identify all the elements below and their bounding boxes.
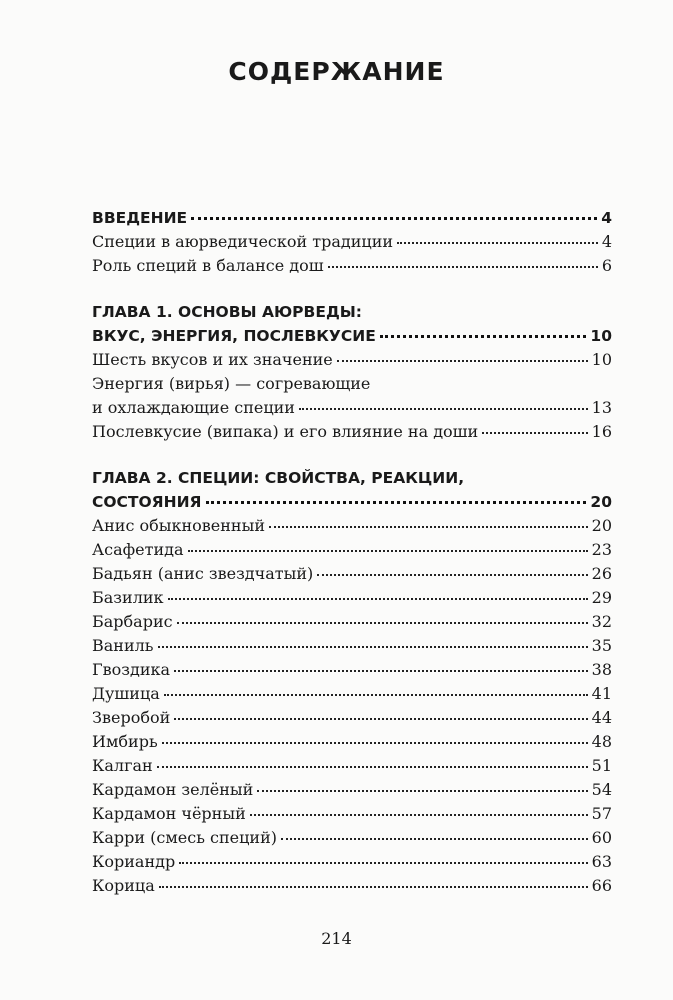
- dot-leader: [482, 432, 587, 434]
- dot-leader: [317, 574, 587, 576]
- toc-entry[interactable]: [92, 254, 612, 278]
- toc-entry[interactable]: [92, 514, 612, 538]
- toc-entry-label: Анис обыкновенный: [92, 516, 265, 535]
- toc-heading-text: ГЛАВА 2. СПЕЦИИ: СВОЙСТВА, РЕАКЦИИ,: [92, 469, 465, 487]
- dot-leader: [164, 694, 588, 696]
- table-of-contents: [92, 206, 612, 898]
- toc-entry[interactable]: [92, 754, 612, 778]
- dot-leader: [177, 622, 588, 624]
- toc-entry-label: СОСТОЯНИЯ: [92, 493, 202, 511]
- dot-leader: [380, 335, 587, 338]
- toc-entry-label: Зверобой: [92, 708, 171, 727]
- toc-entry-page: 44: [591, 708, 612, 727]
- toc-entry-label: Душица: [92, 684, 160, 703]
- toc-entry[interactable]: [92, 586, 612, 610]
- toc-chapter1-heading-line1[interactable]: [92, 300, 612, 324]
- page-title: СОДЕРЖАНИЕ: [228, 57, 445, 86]
- dot-leader: [159, 886, 588, 888]
- toc-entry-page: 4: [601, 232, 612, 251]
- toc-entry-page: 10: [590, 327, 612, 345]
- toc-entry[interactable]: [92, 396, 612, 420]
- section-gap: [92, 278, 612, 300]
- toc-entry-line1[interactable]: [92, 372, 612, 396]
- toc-entry-page: 16: [591, 422, 612, 441]
- toc-entry-label: Асафетида: [92, 540, 184, 559]
- toc-entry-page: 57: [591, 804, 612, 823]
- dot-leader: [191, 217, 597, 220]
- toc-entry-label: Энергия (вирья) — согревающие: [92, 374, 371, 393]
- toc-entry-label: Гвоздика: [92, 660, 171, 679]
- toc-chapter2-list: [92, 514, 612, 898]
- page-number: 214: [321, 929, 352, 948]
- toc-entry[interactable]: [92, 562, 612, 586]
- dot-leader: [174, 718, 587, 720]
- toc-entry[interactable]: [92, 634, 612, 658]
- dot-leader: [188, 550, 588, 552]
- toc-entry-label: и охлаждающие специи: [92, 398, 295, 417]
- toc-entry-page: 20: [590, 493, 612, 511]
- toc-entry[interactable]: [92, 850, 612, 874]
- toc-entry-label: Специи в аюрведической традиции: [92, 232, 394, 251]
- dot-leader: [158, 646, 588, 648]
- toc-entry-page: 20: [591, 516, 612, 535]
- dot-leader: [168, 598, 588, 600]
- toc-intro-heading[interactable]: [92, 206, 612, 230]
- dot-leader: [281, 838, 588, 840]
- toc-entry-label: Карри (смесь специй): [92, 828, 277, 847]
- toc-entry-page: 51: [591, 756, 612, 775]
- toc-entry[interactable]: [92, 706, 612, 730]
- dot-leader: [337, 360, 588, 362]
- toc-entry[interactable]: [92, 538, 612, 562]
- toc-entry-label: Роль специй в балансе дош: [92, 256, 324, 275]
- toc-entry-page: 38: [591, 660, 612, 679]
- toc-entry[interactable]: [92, 658, 612, 682]
- dot-leader: [250, 814, 588, 816]
- dot-leader: [269, 526, 588, 528]
- dot-leader: [397, 242, 598, 244]
- toc-entry[interactable]: [92, 682, 612, 706]
- toc-entry-page: 32: [591, 612, 612, 631]
- section-gap: [92, 444, 612, 466]
- dot-leader: [179, 862, 587, 864]
- toc-entry-page: 48: [591, 732, 612, 751]
- toc-entry[interactable]: [92, 230, 612, 254]
- toc-entry-label: Кардамон чёрный: [92, 804, 246, 823]
- toc-entry[interactable]: [92, 802, 612, 826]
- toc-entry-page: 54: [591, 780, 612, 799]
- toc-entry-page: 4: [601, 209, 612, 227]
- toc-entry-label: Послевкусие (випака) и его влияние на доши: [92, 422, 479, 441]
- dot-leader: [174, 670, 588, 672]
- toc-entry[interactable]: [92, 874, 612, 898]
- toc-entry-label: Барбарис: [92, 612, 173, 631]
- dot-leader: [299, 408, 588, 410]
- dot-leader: [257, 790, 587, 792]
- dot-leader: [162, 742, 588, 744]
- toc-entry[interactable]: [92, 826, 612, 850]
- toc-heading-text: ГЛАВА 1. ОСНОВЫ АЮРВЕДЫ:: [92, 303, 363, 321]
- toc-chapter2-heading[interactable]: [92, 490, 612, 514]
- toc-entry-page: 41: [591, 684, 612, 703]
- toc-entry-label: Кориандр: [92, 852, 176, 871]
- toc-entry-page: 35: [591, 636, 612, 655]
- toc-entry-page: 29: [591, 588, 612, 607]
- toc-entry-label: Кардамон зелёный: [92, 780, 254, 799]
- toc-entry-page: 66: [591, 876, 612, 895]
- toc-entry-label: ВКУС, ЭНЕРГИЯ, ПОСЛЕВКУСИЕ: [92, 327, 376, 345]
- toc-entry-label: ВВЕДЕНИЕ: [92, 209, 188, 227]
- toc-entry-label: Имбирь: [92, 732, 158, 751]
- toc-entry[interactable]: [92, 420, 612, 444]
- toc-entry-label: Шесть вкусов и их значение: [92, 350, 333, 369]
- toc-entry[interactable]: [92, 730, 612, 754]
- toc-entry-label: Ваниль: [92, 636, 154, 655]
- toc-entry-page: 10: [591, 350, 612, 369]
- toc-entry-page: 63: [591, 852, 612, 871]
- dot-leader: [157, 766, 588, 768]
- toc-entry-label: Корица: [92, 876, 155, 895]
- toc-entry-page: 26: [591, 564, 612, 583]
- toc-entry-page: 60: [591, 828, 612, 847]
- toc-entry[interactable]: [92, 610, 612, 634]
- toc-entry-label: Базилик: [92, 588, 164, 607]
- toc-entry-page: 13: [591, 398, 612, 417]
- toc-entry[interactable]: [92, 778, 612, 802]
- toc-chapter1-heading[interactable]: [92, 324, 612, 348]
- toc-entry[interactable]: [92, 348, 612, 372]
- toc-entry-label: Бадьян (анис звездчатый): [92, 564, 314, 583]
- toc-entry-page: 6: [601, 256, 612, 275]
- dot-leader: [328, 266, 598, 268]
- dot-leader: [206, 501, 587, 504]
- toc-entry-page: 23: [591, 540, 612, 559]
- toc-chapter2-heading-line1[interactable]: [92, 466, 612, 490]
- toc-entry-label: Калган: [92, 756, 153, 775]
